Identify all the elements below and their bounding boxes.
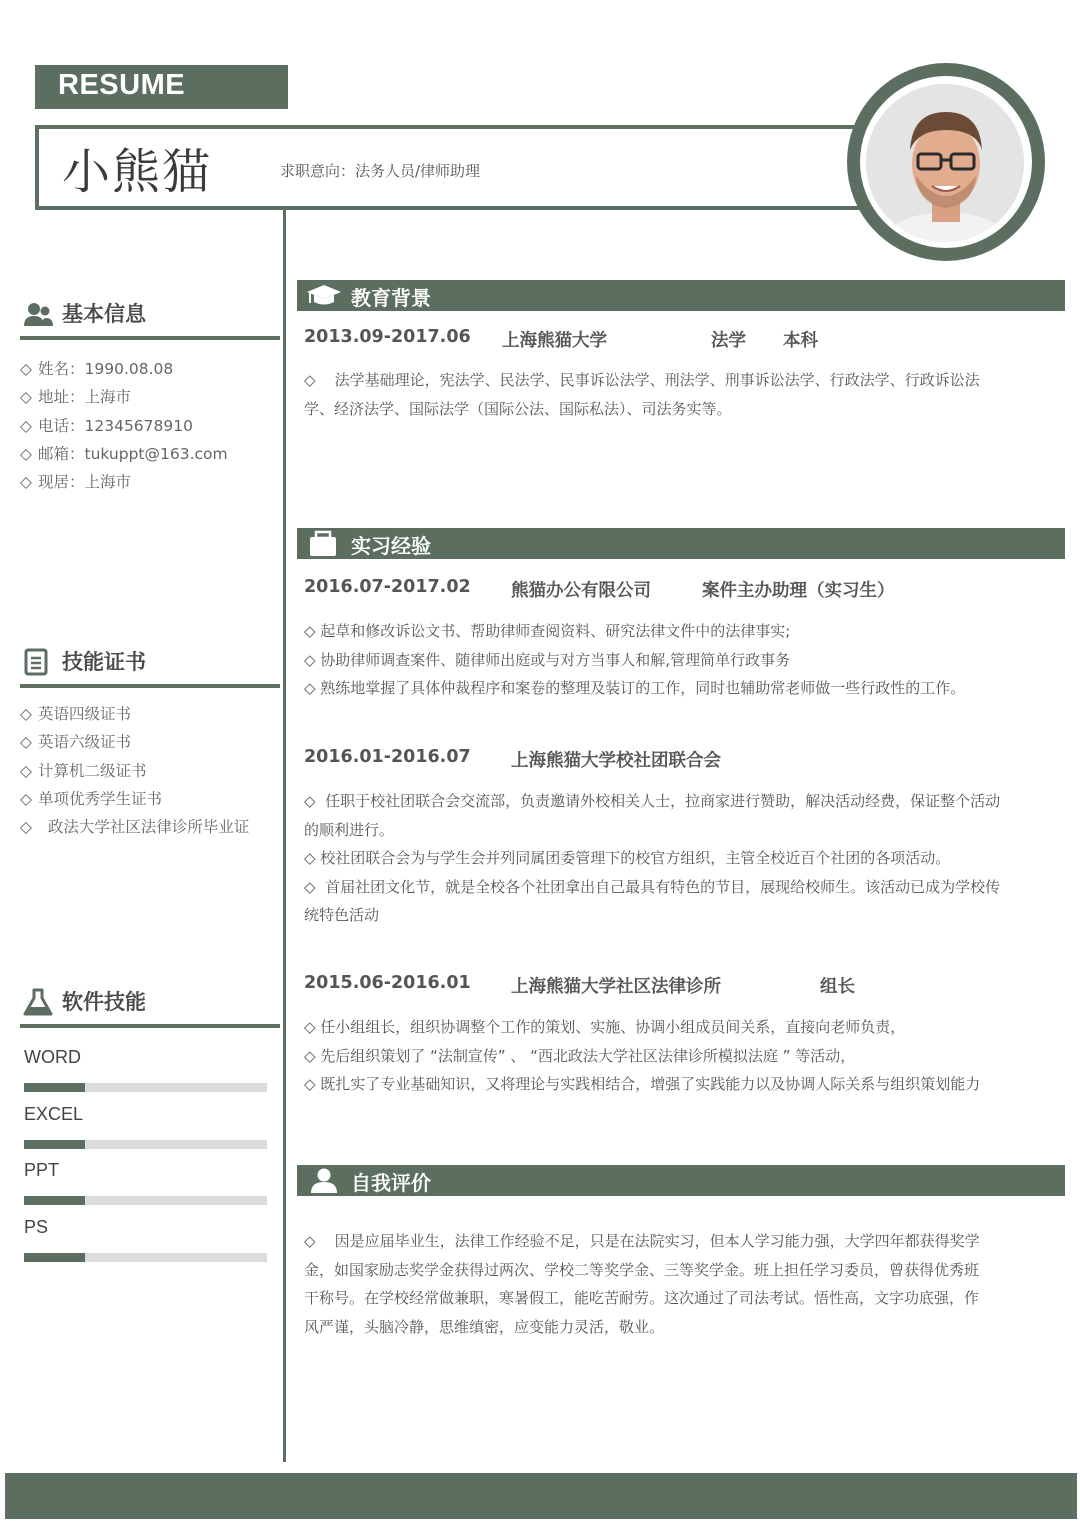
skill-excel xyxy=(24,1104,267,1125)
skill-label: EXCEL xyxy=(24,1104,84,1124)
user-icon xyxy=(305,1167,343,1194)
avatar-portrait-icon xyxy=(866,84,1024,242)
list-item: ◇ 英语六级证书 xyxy=(20,733,132,752)
education-school: 上海熊猫大学 xyxy=(502,331,607,351)
certificates-list xyxy=(20,702,280,843)
certificates-title: 技能证书 xyxy=(62,650,146,674)
candidate-name: 小熊猫 xyxy=(62,144,213,200)
list-item: ◇ 姓名：1990.08.08 xyxy=(20,360,174,378)
entry-role: 案件主办助理（实习生） xyxy=(702,581,895,601)
skill-bar-fill xyxy=(24,1196,85,1205)
entry-period: 2016.01-2016.07 xyxy=(304,747,471,767)
column-divider xyxy=(283,210,286,1462)
briefcase-icon xyxy=(305,530,343,557)
skill-word xyxy=(24,1047,267,1068)
entry-org: 上海熊猫大学校社团联合会 xyxy=(511,751,721,771)
skill-bar xyxy=(24,1196,267,1205)
basic-info-title: 基本信息 xyxy=(62,302,146,326)
entry-role: 组长 xyxy=(820,977,855,997)
entry-period: 2015.06-2016.01 xyxy=(304,973,471,993)
list-item: ◇ 单项优秀学生证书 xyxy=(20,789,163,808)
skill-ppt xyxy=(24,1160,267,1181)
entry-org: 上海熊猫大学社区法律诊所 xyxy=(511,977,721,997)
list-item: ◇ 计算机二级证书 xyxy=(20,761,147,780)
basic-info-header xyxy=(20,292,280,340)
skill-bar xyxy=(24,1140,267,1149)
entry-description: ◇ 任小组组长，组织协调整个工作的策划、实施、协调小组成员间关系，直接向老师负责， ◇ 先后组织策划了 “法制宣传” 、 “西北政法大学社区法律诊所模拟法庭 ” 等活动， ◇ 既扎实了专业基础知识，又将理论与实践相结合，增强了实践能力以及协调人际关系与组织策划能力 xyxy=(304,1018,981,1093)
skill-label: PS xyxy=(24,1217,49,1237)
entry-description: ◇ 起草和修改诉讼文书、帮助律师查阅资料、研究法律文件中的法律事实; ◇ 协助律师调查案件、随律师出庭或与对方当事人和解,管理简单行政事务 ◇ 熟练地掌握了具体仲裁程序和案卷的整理及装订的工作，同时也辅助常老师做一些行政性的工作。 xyxy=(304,622,966,697)
entry-period: 2016.07-2017.02 xyxy=(304,577,471,597)
job-intent: 求职意向：法务人员/律师助理 xyxy=(280,162,481,180)
certificates-header xyxy=(20,640,280,688)
internship-header xyxy=(297,528,1065,559)
software-header xyxy=(20,980,280,1028)
skill-bar-fill xyxy=(24,1083,85,1092)
education-description: ◇ 法学基础理论，宪法学、民法学、民事诉讼法学、刑法学、刑事诉讼法学、行政法学、行政诉讼法 学、经济法学、国际法学（国际公法、国际私法）、司法务实等。 xyxy=(304,371,980,418)
clipboard-icon xyxy=(22,648,54,676)
skill-bar xyxy=(24,1253,267,1262)
skill-bar-fill xyxy=(24,1253,85,1262)
education-period: 2013.09-2017.06 xyxy=(304,327,471,347)
avatar xyxy=(866,84,1024,242)
education-degree: 本科 xyxy=(783,331,818,351)
skill-bar-fill xyxy=(24,1140,85,1149)
skill-bar xyxy=(24,1083,267,1092)
list-item: ◇ 现居：上海市 xyxy=(20,473,132,492)
footer-bar xyxy=(5,1473,1077,1519)
list-item: ◇ 英语四级证书 xyxy=(20,705,132,723)
education-major: 法学 xyxy=(711,331,746,351)
education-header xyxy=(297,280,1065,311)
basic-info-list xyxy=(20,357,280,498)
skill-label: WORD xyxy=(24,1047,81,1067)
education-title: 教育背景 xyxy=(351,286,431,310)
entry-org: 熊猫办公有限公司 xyxy=(511,581,651,601)
flask-icon xyxy=(22,988,54,1016)
entry-description: ◇ 任职于校社团联合会交流部，负责邀请外校相关人士，拉商家进行赞助，解决活动经费，保证整个活动 的顺利进行。 ◇ 校社团联合会为与学生会并列同属团委管理下的校官方组织，主管全校近百个社团的各项活动。 ◇ 首届社团文化节，就是全校各个社团拿出自己最具有特色的节目，展现给校师生。该活动已成为学校传 统特色活动 xyxy=(304,792,1001,924)
list-item: ◇ 政法大学社区法律诊所毕业证 xyxy=(20,818,250,837)
graduation-cap-icon xyxy=(305,282,343,309)
self-eval-title: 自我评价 xyxy=(351,1171,431,1195)
self-eval-header xyxy=(297,1165,1065,1196)
software-title: 软件技能 xyxy=(62,990,146,1014)
users-icon xyxy=(22,300,54,328)
list-item: ◇ 电话：12345678910 xyxy=(20,416,193,435)
self-eval-description: ◇ 因是应届毕业生，法律工作经验不足，只是在法院实习，但本人学习能力强，大学四年都获得奖学 金，如国家励志奖学金获得过两次、学校二等奖学金、三等奖学金。班上担任学习委员，曾获得优秀班 干称号。在学校经常做兼职，寒暑假工，能吃苦耐劳。这次通过了司法考试。悟性高，文字功底强，作 风严谨，头脑冷静，思维缜密，应变能力灵活，敬业。 xyxy=(304,1232,980,1336)
list-item: ◇ 地址：上海市 xyxy=(20,388,132,407)
list-item: ◇ 邮箱：tukuppt@163.com xyxy=(20,444,228,463)
internship-title: 实习经验 xyxy=(351,534,431,558)
skill-label: PPT xyxy=(24,1160,60,1180)
resume-tag: RESUME xyxy=(35,65,288,109)
skill-ps xyxy=(24,1217,267,1238)
